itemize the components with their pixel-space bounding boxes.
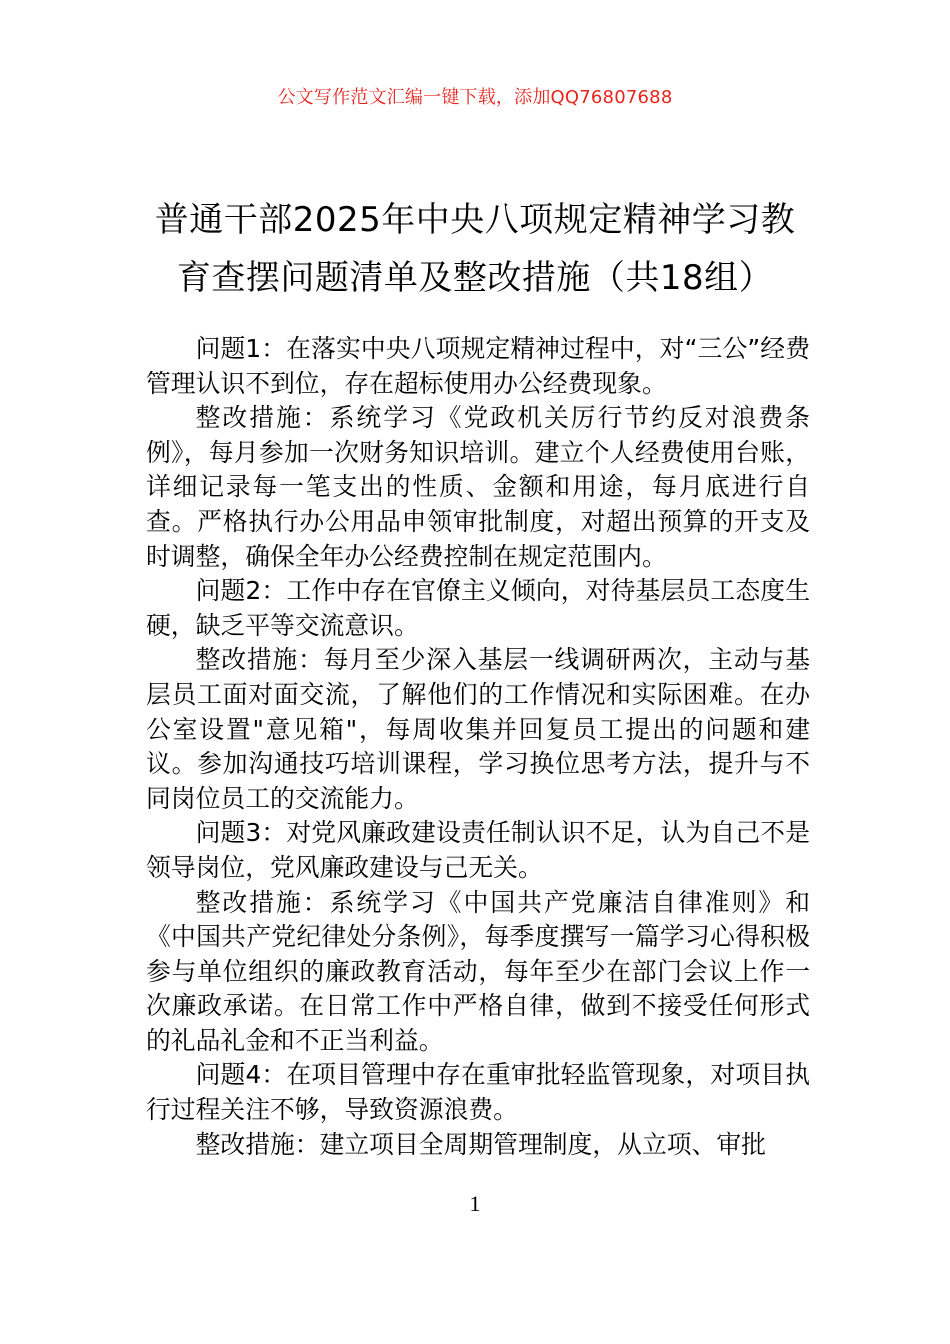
title-line-2: 育查摆问题清单及整改措施（共18组）	[176, 257, 774, 298]
measure-3-paragraph: 整改措施：系统学习《中国共产党廉洁自律准则》和《中国共产党纪律处分条例》，每季度撰写一篇学习心得积极参与单位组织的廉政教育活动，每年至少在部门会议上作一次廉政承诺。在日常工作中严格自律，做到不接受任何形式的礼品礼金和不正当利益。	[146, 887, 810, 1055]
title-line-1: 普通干部2025年中央八项规定精神学习教	[154, 199, 796, 240]
page-number: 1	[469, 1191, 481, 1216]
measure-1-paragraph: 整改措施：系统学习《党政机关厉行节约反对浪费条例》，每月参加一次财务知识培训。建立个人经费使用台账，详细记录每一笔支出的性质、金额和用途，每月底进行自查。严格执行办公用品申领审批制度，对超出预算的开支及时调整，确保全年办公经费控制在规定范围内。	[146, 403, 810, 571]
problem-2-paragraph: 问题2：工作中存在官僚主义倾向，对待基层员工态度生硬，缺乏平等交流意识。	[146, 576, 810, 640]
problem-1-paragraph: 问题1：在落实中央八项规定精神过程中，对“三公”经费管理认识不到位，存在超标使用办公经费现象。	[146, 334, 810, 398]
measure-4-paragraph: 整改措施：建立项目全周期管理制度，从立项、审批	[195, 1129, 766, 1159]
document-title	[120, 191, 830, 307]
measure-2-paragraph: 整改措施：每月至少深入基层一线调研两次，主动与基层员工面对面交流，了解他们的工作情况和实际困难。在办公室设置"意见箱"，每周收集并回复员工提出的问题和建议。参加沟通技巧培训课程，学习换位思考方法，提升与不同岗位员工的交流能力。	[146, 645, 810, 813]
problem-3-paragraph: 问题3：对党风廉政建设责任制认识不足，认为自己不是领导岗位，党风廉政建设与己无关。	[146, 818, 810, 882]
download-banner: 公文写作范文汇编一键下载，添加QQ76807688	[277, 87, 673, 108]
document-body	[146, 332, 810, 1162]
problem-4-paragraph: 问题4：在项目管理中存在重审批轻监管现象，对项目执行过程关注不够，导致资源浪费。	[146, 1060, 810, 1125]
